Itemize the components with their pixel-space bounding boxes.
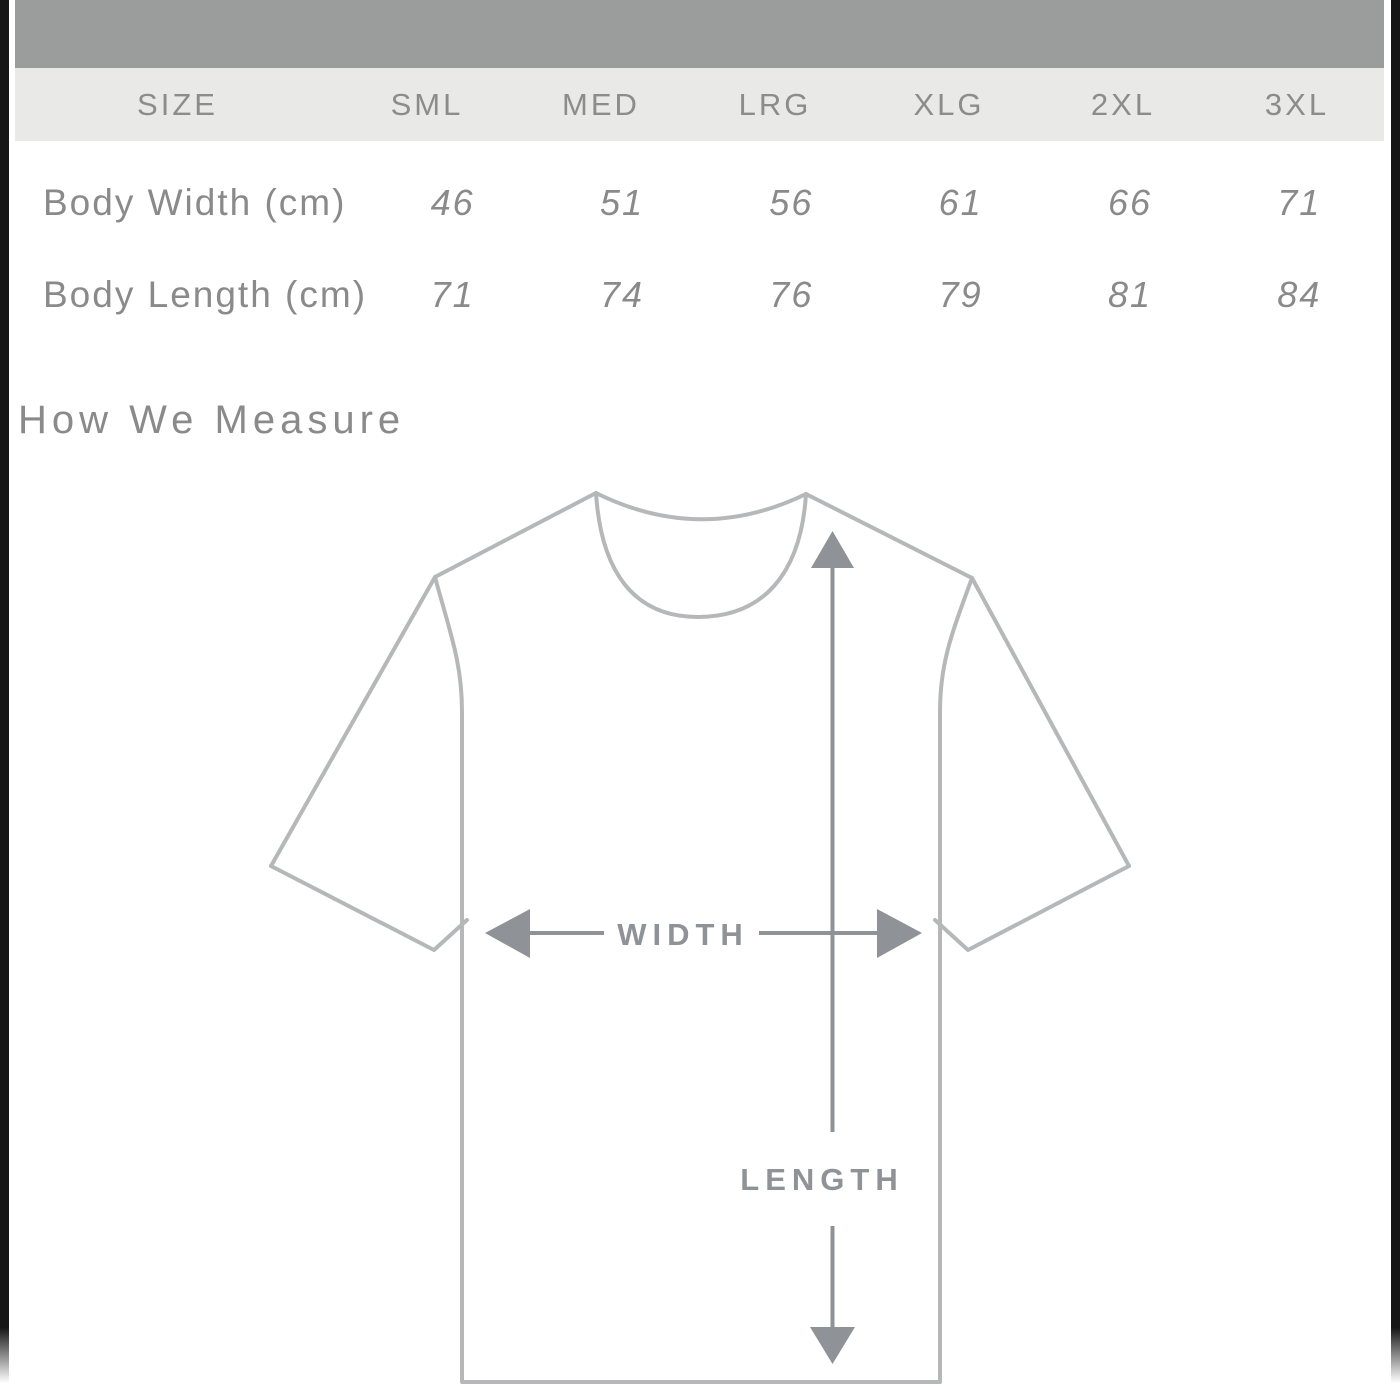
body-length-xlg: 79 [938, 274, 983, 315]
body-width-xlg: 61 [938, 182, 983, 223]
body-length-3xl: 84 [1277, 274, 1322, 315]
header-2xl: 2XL [1090, 86, 1156, 122]
row-label-body-length: Body Length (cm) [43, 274, 368, 315]
header-xlg: XLG [913, 86, 985, 122]
body-length-med: 74 [599, 274, 645, 315]
body-length-2xl: 81 [1107, 274, 1152, 315]
body-width-lrg: 56 [769, 182, 814, 223]
width-arrowhead-right [877, 909, 922, 958]
body-width-med: 51 [599, 182, 645, 223]
body-length-sml: 71 [430, 274, 475, 315]
length-arrowhead-top [811, 531, 854, 568]
header-3xl: 3XL [1264, 86, 1330, 122]
how-we-measure-heading: How We Measure [18, 398, 406, 442]
width-arrow [485, 909, 922, 958]
length-arrowhead-bottom [810, 1327, 855, 1364]
body-length-lrg: 76 [769, 274, 814, 315]
length-label: LENGTH [740, 1162, 904, 1197]
width-label: WIDTH [617, 917, 749, 952]
header-med: MED [562, 86, 640, 122]
header-size: SIZE [137, 86, 218, 122]
body-width-2xl: 66 [1107, 182, 1152, 223]
header-sml: SML [390, 86, 464, 122]
header-lrg: LRG [738, 86, 812, 122]
body-width-sml: 46 [430, 182, 475, 223]
width-arrowhead-left [485, 909, 530, 958]
body-width-3xl: 71 [1277, 182, 1322, 223]
row-label-body-width: Body Width (cm) [43, 182, 347, 223]
